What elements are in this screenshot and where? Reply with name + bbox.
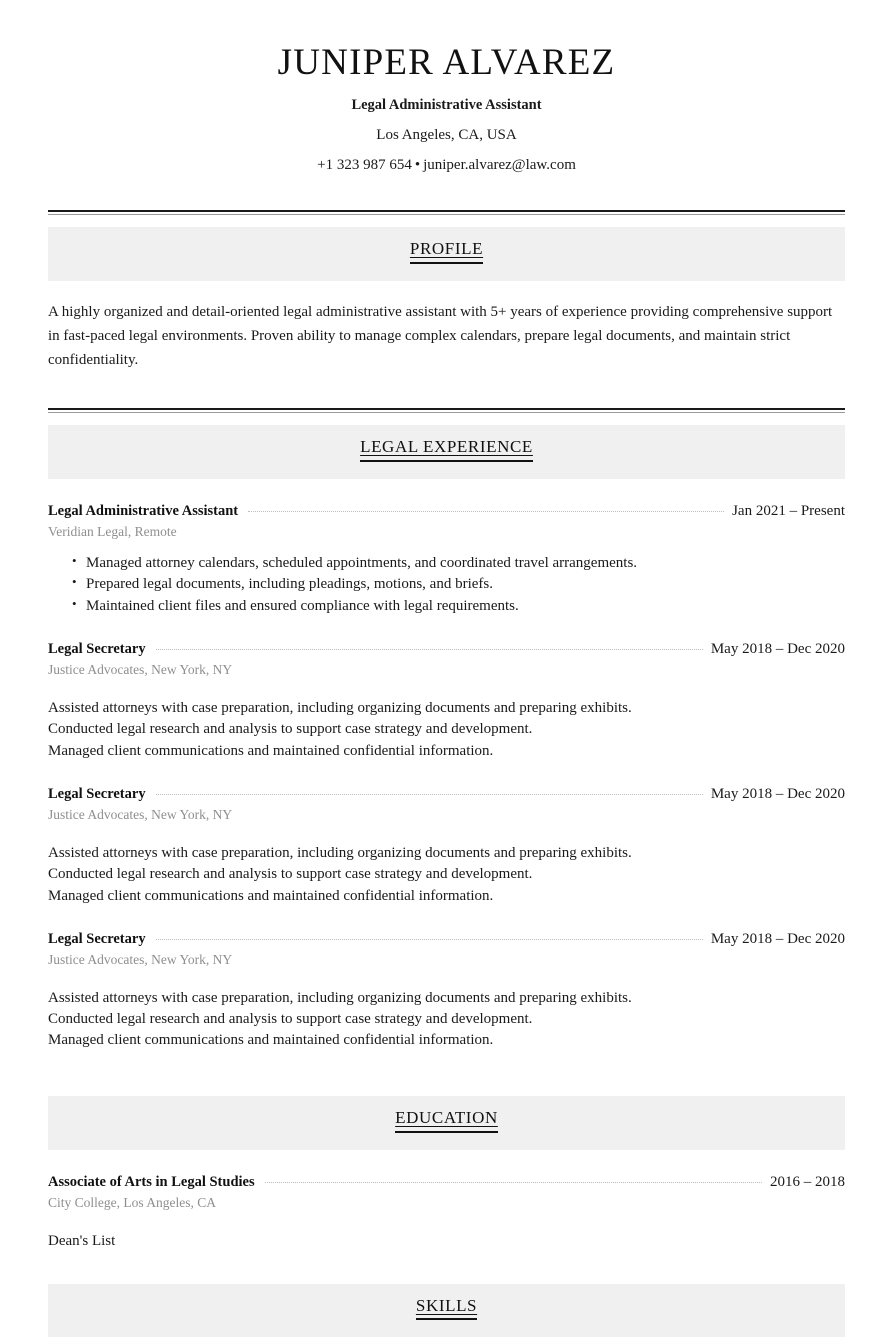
experience-role: Legal Administrative Assistant [48, 503, 239, 520]
experience-entry [48, 786, 845, 907]
dotted-leader [248, 510, 724, 512]
experience-entry-header [48, 786, 845, 803]
section-band-skills [48, 1284, 845, 1337]
experience-company: Justice Advocates, New York, NY [48, 806, 233, 822]
experience-bullet-list [48, 553, 845, 617]
section-band-experience [48, 425, 845, 479]
list-item: • Prepared legal documents, including pleadings, motions, and briefs. [72, 574, 845, 595]
section-band-education [48, 1096, 845, 1150]
description-line: Managed client communications and maintained confidential information. [48, 1032, 494, 1049]
description-line: Conducted legal research and analysis to support case strategy and development. [48, 866, 533, 883]
experience-entry-header [48, 931, 845, 948]
spacer-education [48, 1052, 845, 1096]
dotted-leader [265, 1181, 762, 1183]
experience-description [48, 698, 845, 762]
experience-date: May 2018 – Dec 2020 [710, 785, 845, 802]
dotted-leader [156, 648, 703, 650]
description-line: Managed client communications and maintained confidential information. [48, 742, 494, 759]
experience-description [48, 843, 845, 907]
experience-date: May 2018 – Dec 2020 [710, 641, 845, 658]
description-line: Assisted attorneys with case preparation, including organizing documents and preparing exhibits. [48, 700, 632, 717]
list-item: • Managed attorney calendars, scheduled appointments, and coordinated travel arrangements. [72, 553, 845, 574]
section-title-education: EDUCATION [395, 1109, 498, 1133]
dotted-leader [156, 793, 703, 795]
experience-company: Justice Advocates, New York, NY [48, 951, 233, 967]
profile-summary-text: A highly organized and detail-oriented legal administrative assistant with 5+ years of experience providing comprehensive support in fast-paced legal environments. Proven ability to manage complex calendars, prepare legal documents, and maintain strict confidentiality. [48, 304, 833, 368]
experience-entry [48, 641, 845, 762]
candidate-job-title: Legal Administrative Assistant [351, 97, 542, 114]
description-line: Assisted attorneys with case preparation, including organizing documents and preparing exhibits. [48, 844, 632, 861]
education-degree: Associate of Arts in Legal Studies [48, 1173, 255, 1190]
list-item: • Maintained client files and ensured compliance with legal requirements. [72, 596, 845, 617]
section-band-profile [48, 227, 845, 281]
experience-entry [48, 503, 845, 617]
experience-date: Jan 2021 – Present [732, 503, 845, 520]
contact-email: juniper.alvarez@law.com [423, 157, 576, 174]
contact-separator: • [414, 157, 421, 174]
description-line: Conducted legal research and analysis to support case strategy and development. [48, 721, 533, 738]
experience-description [48, 988, 845, 1052]
contact-phone: +1 323 987 654 [317, 157, 412, 174]
section-title-profile: PROFILE [410, 240, 483, 264]
section-divider-profile [48, 210, 845, 215]
section-title-experience: LEGAL EXPERIENCE [360, 438, 533, 462]
education-date: 2016 – 2018 [770, 1173, 845, 1190]
experience-entry-header [48, 641, 845, 658]
education-note: Dean's List [48, 1232, 116, 1249]
education-school: City College, Los Angeles, CA [48, 1194, 216, 1210]
experience-company: Justice Advocates, New York, NY [48, 662, 233, 678]
contact-line [48, 157, 845, 174]
resume-header [48, 0, 845, 174]
experience-role: Legal Secretary [48, 930, 146, 947]
section-divider-experience [48, 408, 845, 413]
education-entry [48, 1174, 845, 1250]
education-entry-header [48, 1174, 845, 1191]
experience-entry-header [48, 503, 845, 520]
spacer-skills [48, 1250, 845, 1284]
description-line: Conducted legal research and analysis to support case strategy and development. [48, 1011, 533, 1028]
description-line: Managed client communications and maintained confidential information. [48, 887, 494, 904]
dotted-leader [156, 938, 703, 940]
experience-role: Legal Secretary [48, 641, 146, 658]
experience-role: Legal Secretary [48, 785, 146, 802]
experience-company: Veridian Legal, Remote [48, 524, 177, 540]
experience-date: May 2018 – Dec 2020 [710, 930, 845, 947]
experience-entry [48, 931, 845, 1052]
candidate-name: JUNIPER ALVAREZ [277, 42, 616, 83]
candidate-location: Los Angeles, CA, USA [376, 127, 517, 144]
section-title-skills: SKILLS [416, 1297, 477, 1321]
description-line: Assisted attorneys with case preparation, including organizing documents and preparing exhibits. [48, 989, 632, 1006]
